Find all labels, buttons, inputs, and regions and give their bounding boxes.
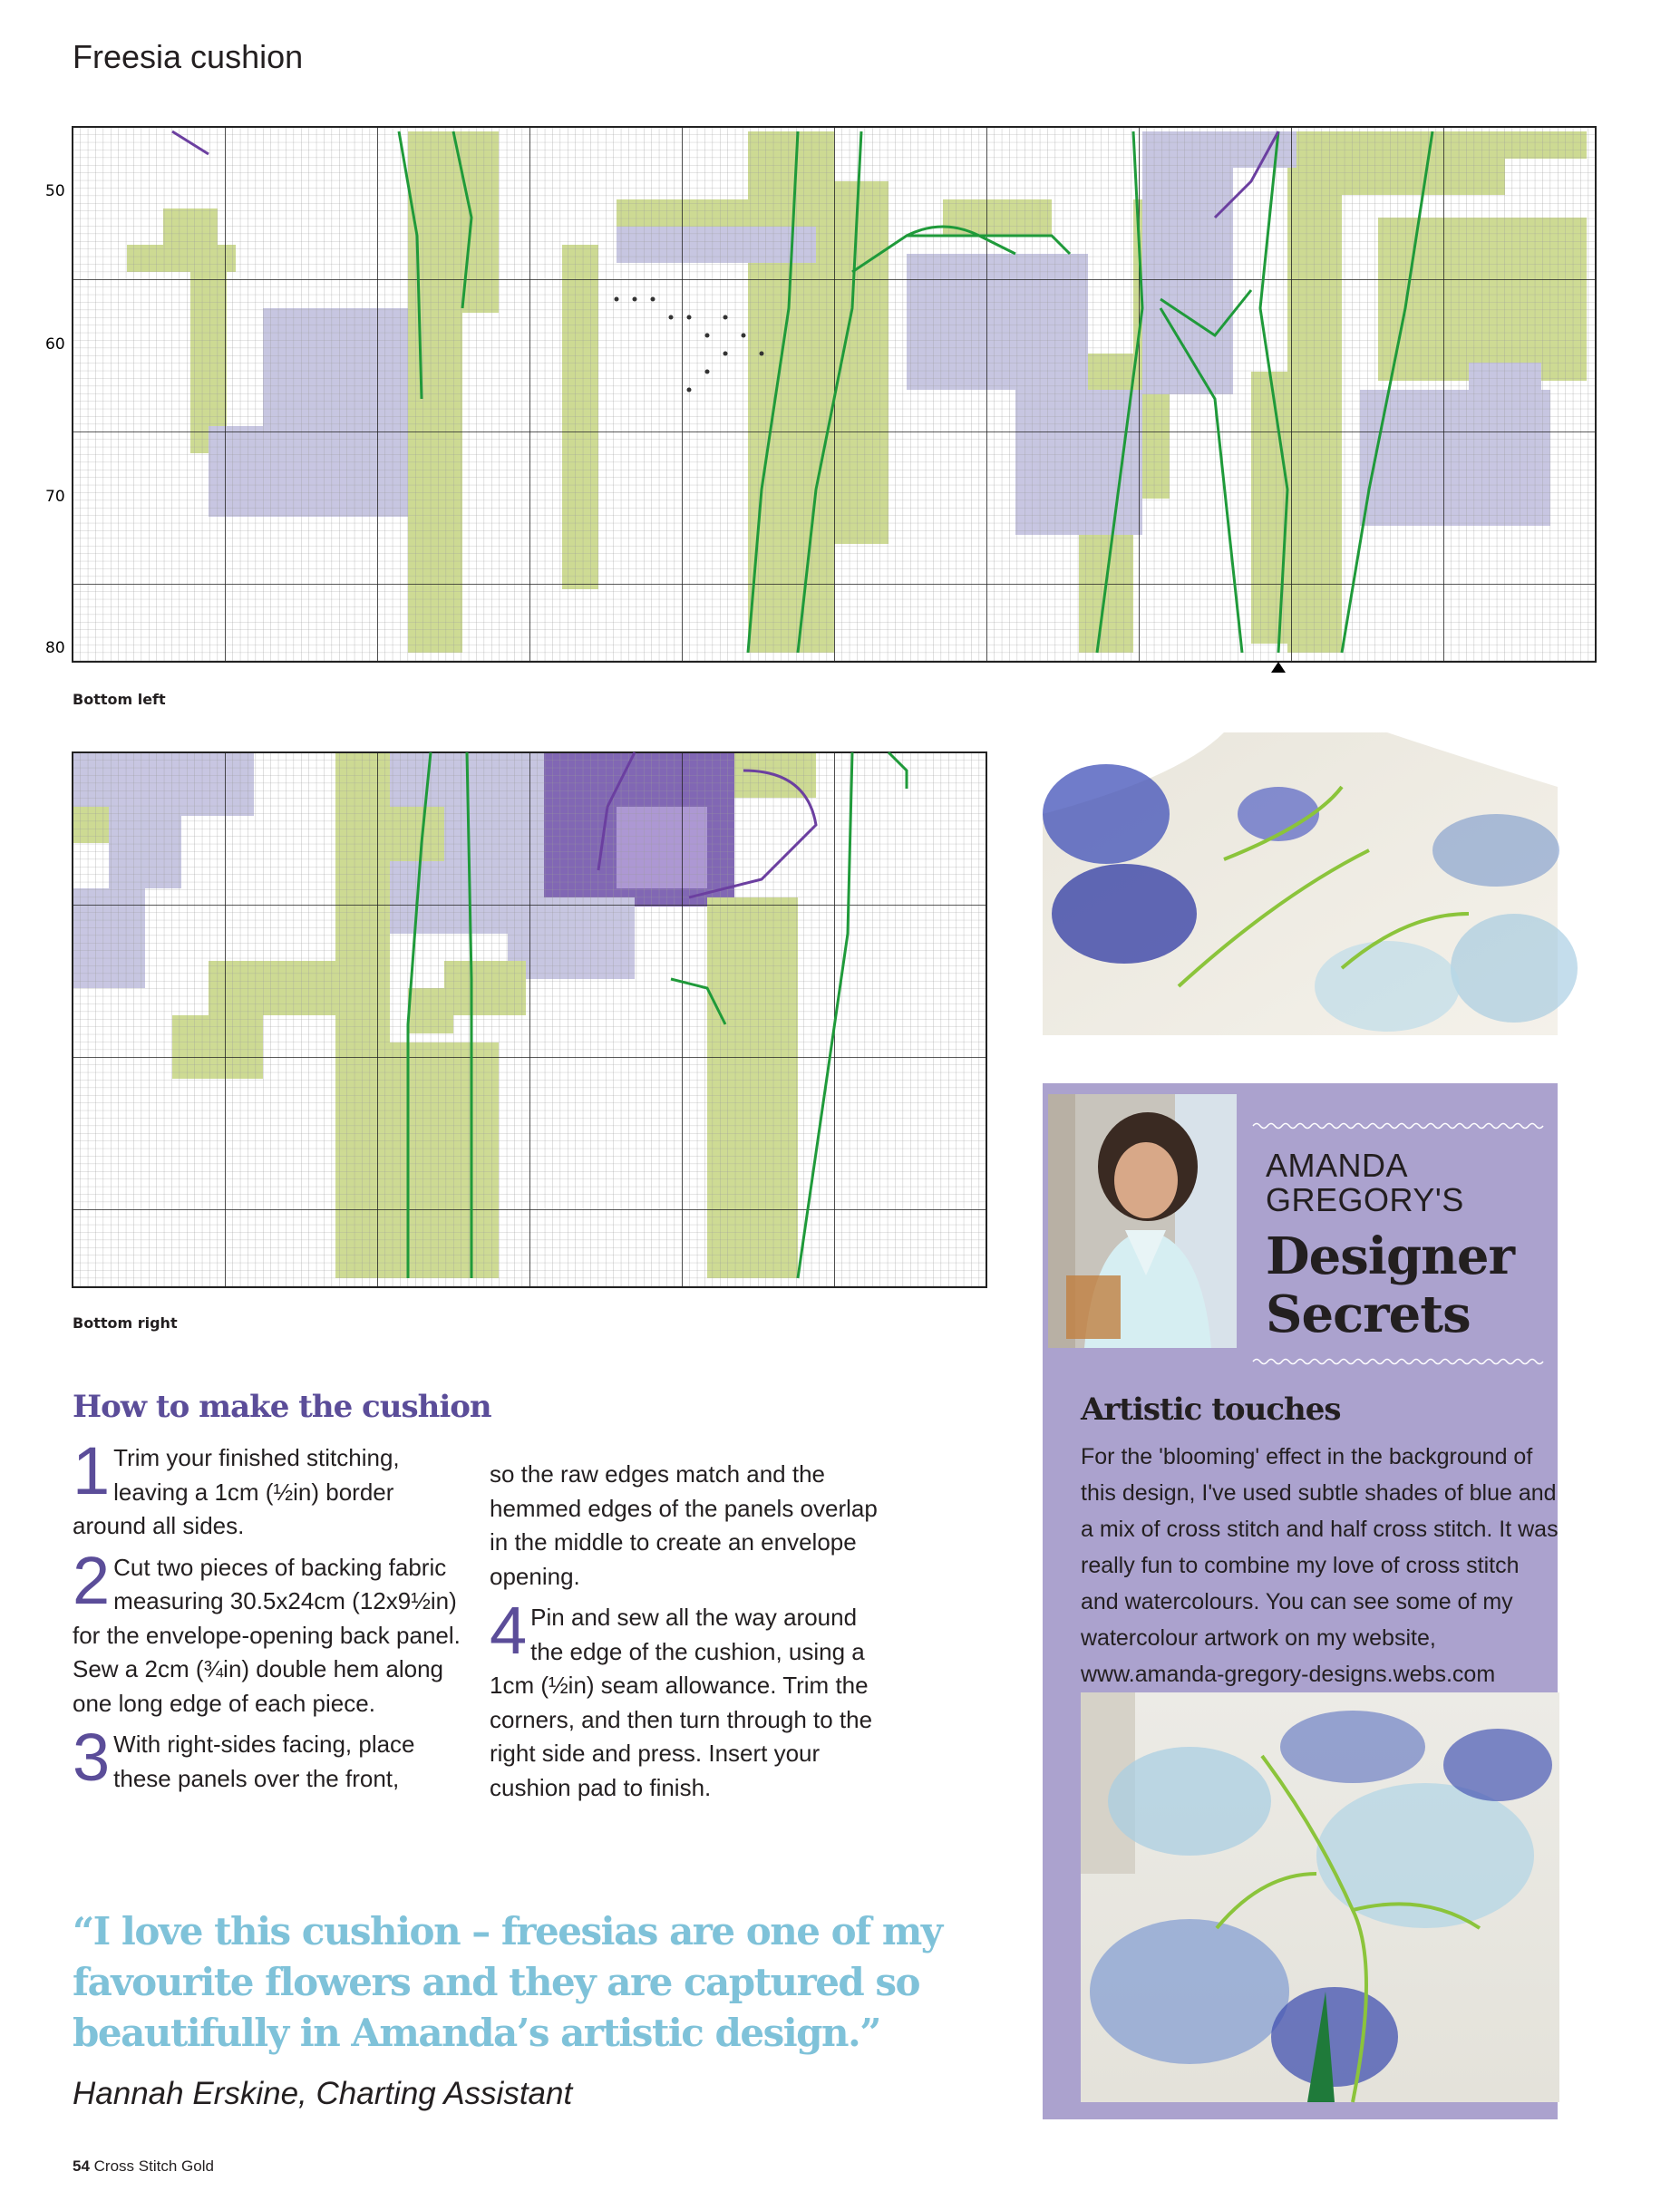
row-label-60: 60 [45, 335, 65, 354]
designer-title-line2: Secrets [1266, 1285, 1471, 1344]
page-footer [73, 2157, 214, 2176]
designer-name-line1: AMANDA [1266, 1147, 1409, 1184]
wavy-divider-top [1253, 1121, 1543, 1130]
chart-caption-bottom-right: Bottom right [73, 1314, 178, 1332]
chart-bottom-left [45, 127, 1596, 674]
page-title: Freesia cushion [73, 38, 304, 75]
step-text-4: Pin and sew all the way around the edge of the cushion, using a 1cm (½in) seam allowance. Trim the corners, and then turn through to the right side and press. Insert your cushion pad to finish. [490, 1604, 873, 1801]
pull-quote: “I love this cushion – freesias are one of my favourite flowers and they are captured so beautifully in Amanda’s artistic design.” [73, 1909, 942, 2055]
magazine-name: Cross Stitch Gold [93, 2157, 214, 2175]
cushion-photo-bottom [1081, 1692, 1559, 2102]
row-label-50: 50 [45, 182, 65, 200]
quote-author: Hannah Erskine, Charting Assistant [73, 2076, 573, 2111]
cross-stitch-chart-top [45, 127, 1596, 671]
step-text-3-continued: so the raw edges match and the hemmed edges of the panels overlap in the middle to create an envelope opening. [490, 1460, 878, 1590]
step-number-2: 2 [73, 1542, 111, 1618]
step-4 [490, 1593, 879, 1805]
chart-bottom-right [73, 752, 988, 1300]
step-number-4: 4 [490, 1593, 528, 1668]
artistic-touches-title: Artistic touches [1081, 1391, 1341, 1428]
row-label-80: 80 [45, 639, 65, 657]
designer-portrait [1048, 1094, 1237, 1348]
designer-name-line2: GREGORY'S [1266, 1181, 1464, 1218]
designer-title-line1: Designer [1266, 1226, 1514, 1286]
cross-stitch-chart-bottom [73, 752, 988, 1296]
step-2 [73, 1542, 462, 1721]
center-arrow-icon [1271, 662, 1286, 673]
step-number-3: 3 [73, 1720, 111, 1795]
step-number-1: 1 [73, 1433, 111, 1508]
step-text-3: With right-sides facing, place these panels over the front, [113, 1731, 415, 1792]
row-label-70: 70 [45, 488, 65, 506]
designer-secrets-box [1043, 1083, 1558, 2119]
how-to-column-1 [73, 1433, 462, 1803]
page-number: 54 [73, 2157, 90, 2175]
step-3-continued [490, 1458, 879, 1594]
wavy-divider-bottom [1253, 1357, 1543, 1366]
step-3 [73, 1720, 462, 1796]
chart-caption-bottom-left: Bottom left [73, 691, 166, 708]
step-text-2: Cut two pieces of backing fabric measuring 30.5x24cm (12x9½in) for the envelope-opening back panel. Sew a 2cm (¾in) double hem along one long edge of each piece. [73, 1553, 461, 1717]
step-1 [73, 1433, 462, 1544]
how-to-title: How to make the cushion [73, 1389, 491, 1425]
cushion-photo-top [1043, 732, 1558, 1035]
artistic-touches-body: For the 'blooming' effect in the background of this design, I've used subtle shades of blue and a mix of cross stitch and half cross stitch. It was really fun to combine my love of cross stitch and watercolours. You can see some of my watercolour artwork on my website, www.amanda-gregory-designs.webs.com [1081, 1444, 1559, 1687]
step-text-1: Trim your finished stitching, leaving a 1cm (½in) border around all sides. [73, 1444, 400, 1539]
how-to-column-2 [490, 1458, 879, 1812]
